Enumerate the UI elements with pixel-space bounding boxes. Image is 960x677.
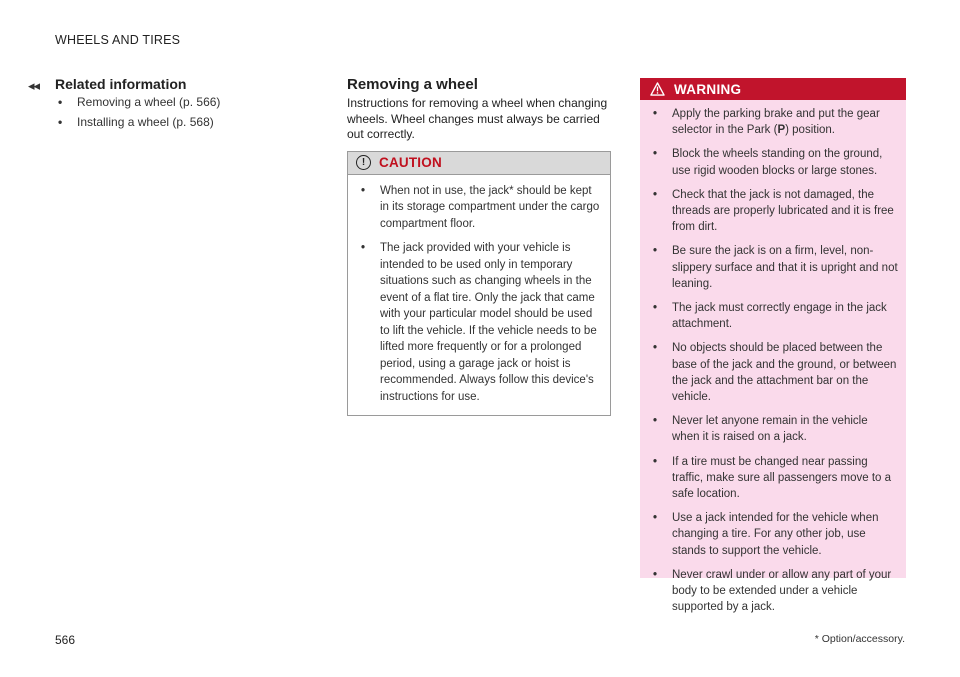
related-list xyxy=(55,94,305,130)
related-link-installing-wheel[interactable]: • Installing a wheel (p. 568) xyxy=(55,114,305,130)
warning-header xyxy=(640,78,906,100)
warning-item: • Never crawl under or allow any part of your body to be extended under a vehicle supported by a jack. xyxy=(648,567,898,616)
warning-item: • Apply the parking brake and put the gear selector in the Park (P) position. xyxy=(648,106,898,138)
page-title: Removing a wheel xyxy=(347,76,478,93)
caution-box xyxy=(347,151,611,417)
warning-box xyxy=(640,78,906,614)
caution-item: • The jack provided with your vehicle is intended to be used only in temporary situations such as changing wheels in the event of a flat tire. Only the jack that came with your particular model should be used to lift the vehicle. If the vehicle needs to be lifted more frequently or for a prolonged period, using a garage jack or hoist is recommended. Always follow this device's instructions for use. xyxy=(356,240,600,405)
caution-title: CAUTION xyxy=(379,155,442,170)
warning-triangle-icon xyxy=(650,82,665,96)
warning-item: • No objects should be placed between the base of the jack and the ground, or between the jack and the attachment bar on the vehicle. xyxy=(648,340,898,405)
warning-item: • Block the wheels standing on the ground, use rigid wooden blocks or large stones. xyxy=(648,146,898,178)
caution-body xyxy=(348,175,610,416)
warning-item: • If a tire must be changed near passing traffic, make sure all passengers move to a safe location. xyxy=(648,454,898,503)
warning-item: • Use a jack intended for the vehicle when changing a tire. For any other job, use stands to support the vehicle. xyxy=(648,510,898,559)
footnote: * Option/accessory. xyxy=(814,633,905,645)
related-information-section xyxy=(55,76,305,134)
warning-column xyxy=(640,78,906,614)
main-column xyxy=(347,76,613,416)
warning-item: • Check that the jack is not damaged, the threads are properly lubricated and it is free from dirt. xyxy=(648,187,898,236)
intro-paragraph: Instructions for removing a wheel when changing wheels. Wheel changes must always be carried out correctly. xyxy=(347,96,608,141)
back-arrows-icon[interactable]: ◂◂ xyxy=(28,78,40,93)
warning-item: • Never let anyone remain in the vehicle when it is raised on a jack. xyxy=(648,413,898,445)
section-header: WHEELS AND TIRES xyxy=(55,33,181,47)
related-heading: Related information xyxy=(55,76,187,92)
caution-item: • When not in use, the jack* should be kept in its storage compartment under the cargo compartment floor. xyxy=(356,183,600,233)
warning-title: WARNING xyxy=(674,81,742,97)
warning-item: • The jack must correctly engage in the jack attachment. xyxy=(648,300,898,332)
warning-item: • Be sure the jack is on a firm, level, non-slippery surface and that it is upright and not leaning. xyxy=(648,243,898,292)
page-number: 566 xyxy=(55,633,76,647)
caution-header xyxy=(348,152,610,175)
warning-body xyxy=(640,100,906,631)
exclamation-circle-icon: ! xyxy=(356,155,371,170)
related-link-removing-wheel[interactable]: • Removing a wheel (p. 566) xyxy=(55,94,305,110)
